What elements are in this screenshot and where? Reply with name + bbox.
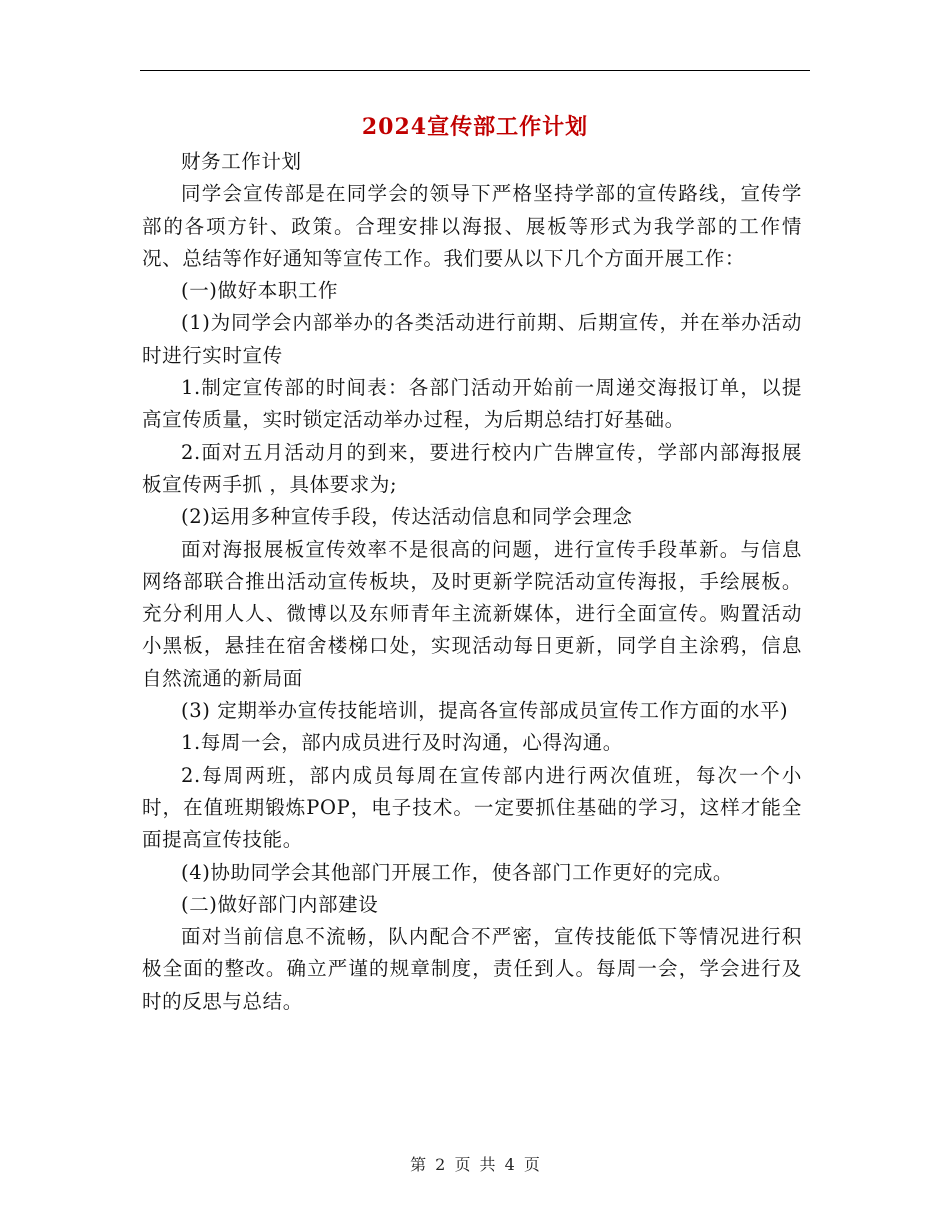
page-number-footer: 第 2 页 共 4 页 [410, 1155, 540, 1174]
document-body [142, 146, 802, 1018]
paragraph: 1.每周一会，部内成员进行及时沟通，心得沟通。 [181, 731, 623, 755]
paragraph: 同学会宣传部是在同学会的领导下严格坚持学部的宣传路线，宣传学部的各项方针、政策。合理安排以海报、展板等形式为我学部的工作情况、总结等作好通知等宣传工作。我们要从以下几个方面开展工作： [142, 182, 802, 270]
paragraph: (4)协助同学会其他部门开展工作，使各部门工作更好的完成。 [181, 860, 734, 884]
header-rule [140, 70, 810, 71]
section-heading: (一)做好本职工作 [181, 279, 339, 303]
paragraph: (1)为同学会内部举办的各类活动进行前期、后期宣传，并在举办活动时进行实时宣传 [142, 311, 802, 367]
paragraph: (2)运用多种宣传手段，传达活动信息和同学会理念 [181, 505, 633, 529]
document-title: 2024宣传部工作计划 [361, 114, 589, 140]
paragraph: 面对当前信息不流畅，队内配合不严密，宣传技能低下等情况进行积极全面的整改。确立严谨的规章制度，责任到人。每周一会，学会进行及时的反思与总结。 [142, 925, 802, 1013]
paragraph: 面对海报展板宣传效率不是很高的问题，进行宣传手段革新。与信息网络部联合推出活动宣传板块，及时更新学院活动宣传海报，手绘展板。充分利用人人、微博以及东师青年主流新媒体，进行全面宣传。购置活动小黑板，悬挂在宿舍楼梯口处，实现活动每日更新，同学自主涂鸦，信息自然流通的新局面 [142, 537, 802, 690]
paragraph: 2.面对五月活动月的到来，要进行校内广告牌宣传，学部内部海报展板宣传两手抓 ，具体要求为; [142, 440, 802, 496]
paragraph: (3) 定期举办宣传技能培训，提高各宣传部成员宣传工作方面的水平) [181, 699, 789, 723]
paragraph: 1.制定宣传部的时间表：各部门活动开始前一周递交海报订单，以提高宣传质量，实时锁定活动举办过程，为后期总结打好基础。 [142, 376, 802, 432]
section-heading: (二)做好部门内部建设 [181, 892, 379, 916]
paragraph: 财务工作计划 [181, 150, 302, 173]
paragraph: 2.每周两班，部内成员每周在宣传部内进行两次值班，每次一个小时，在值班期锻炼POP，电子技术。一定要抓住基础的学习，这样才能全面提高宣传技能。 [142, 763, 802, 852]
